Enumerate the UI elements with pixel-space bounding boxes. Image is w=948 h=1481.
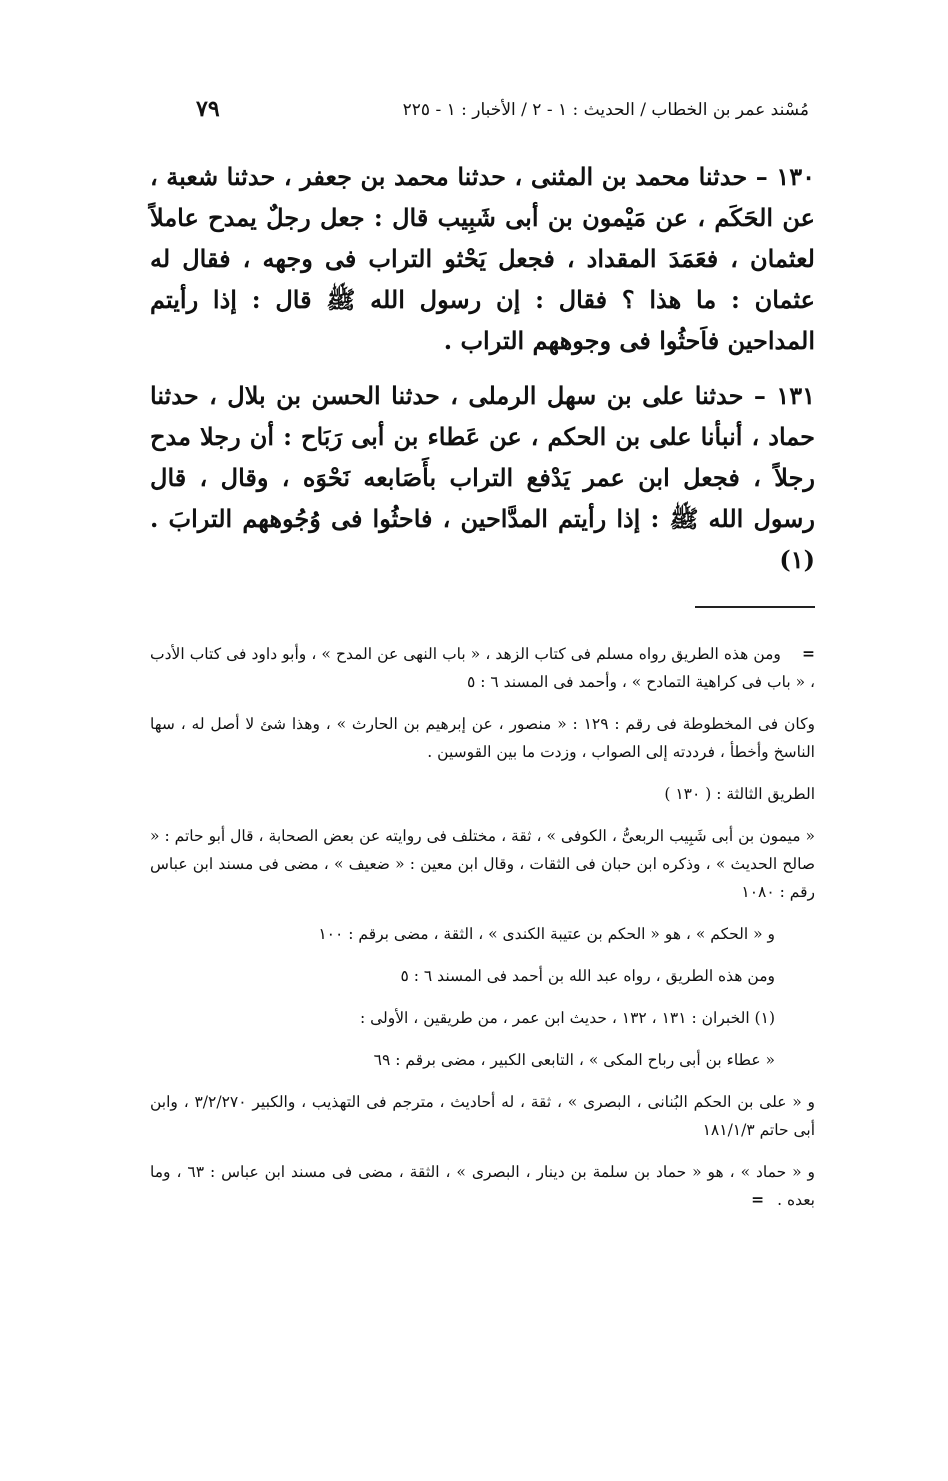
continuation-end-mark: = xyxy=(751,1190,765,1209)
footnote-paragraph: « عطاء بن أبى رباح المكى » ، التابعى الكبير ، مضى برقم : ٦٩ xyxy=(373,1051,775,1069)
page-number: ٧٩ xyxy=(196,96,220,122)
footnote-separator xyxy=(695,606,815,608)
footnote-paragraph xyxy=(150,1158,815,1214)
footnote-text: و « حماد » ، هو « حماد بن سلمة بن دينار ، البصرى » ، الثقة ، مضى فى مسند ابن عباس : ٦٣ ، وما بعده . xyxy=(150,1163,815,1209)
footnote-paragraph: و « الحكم » ، هو « الحكم بن عتيبة الكندى » ، الثقة ، مضى برقم : ١٠٠ xyxy=(318,925,775,943)
footnote-separator-wrap xyxy=(150,606,815,608)
footnote-paragraph: الطريق الثالثة : ( ١٣٠ ) xyxy=(664,785,815,803)
footnote-paragraph: و « على بن الحكم البُنانى ، البصرى » ، ثقة ، له أحاديث ، مترجم فى التهذيب ، والكبير ٣/٢/٢٧٠ ، وابن أبى حاتم ١٨١/١/٣ xyxy=(150,1093,815,1139)
footnote-paragraph: وكان فى المخطوطة فى رقم : ١٢٩ : « منصور ، عن إبرهيم بن الحارث » ، وهذا شئ لا أصل له ، سها الناسخ وأخطأ ، فرددته إلى الصواب ، وزدت ما بين القوسين . xyxy=(150,715,815,761)
footnote-text: ومن هذه الطريق رواه مسلم فى كتاب الزهد ، « باب النهى عن المدح » ، وأبو داود فى كتاب الأدب ، « باب فى كراهية التمادح » ، وأحمد فى المسند ٦ : ٥ xyxy=(150,645,815,691)
page-header xyxy=(150,90,815,134)
continuation-mark: = xyxy=(801,644,815,663)
hadith-131: ١٣١ – حدثنا على بن سهل الرملى ، حدثنا الحسن بن بلال ، حدثنا حماد ، أنبأنا على بن الحكم ، عن عَطاء بن أبى رَبَاح : أن رجلا مدح رجلاً ، فجعل ابن عمر يَدْفع التراب بأَصَابعه نَحْوَه ، وقال ، قال رسول الله ﷺ : إذا رأيتم المدَّاحين ، فاحثُوا فى وُجُوههم الترابَ . (١) xyxy=(150,381,816,574)
footnote-paragraph xyxy=(150,640,815,696)
footnote-paragraph: ومن هذه الطريق ، رواه عبد الله بن أحمد فى المسند ٦ : ٥ xyxy=(400,967,775,985)
hadith-130: ١٣٠ – حدثنا محمد بن المثنى ، حدثنا محمد بن جعفر ، حدثنا شعبة ، عن الحَكَم ، عن مَيْمون بن أبى شَبِيب قال : جعل رجلٌ يمدح عاملاً لعثمان ، فعَمَدَ المقداد ، فجعل يَحْثو التراب فى وجهه ، فقال له عثمان : ما هذا ؟ فقال : إن رسول الله ﷺ قال : إذا رأيتم المداحين فاَحثُوا فى وجوههم التراب . xyxy=(150,162,815,355)
page xyxy=(150,90,815,1430)
running-title: مُسْند عمر بن الخطاب / الحديث : ١ - ٢ / الأخبار : ١ - ٢٢٥ xyxy=(402,100,809,120)
footnote-paragraph: « ميمون بن أبى شَبِيب الربعىُّ ، الكوفى » ، ثقة ، مختلف فى روايته عن بعض الصحابة ، قال أبو حاتم : « صالح الحديث » ، وذكره ابن حبان فى الثقات ، وقال ابن معين : « ضعيف » ، مضى فى مسند ابن عباس رقم : ١٠٨٠ xyxy=(150,827,815,901)
footnote-paragraph: (١) الخبران : ١٣١ ، ١٣٢ ، حديث ابن عمر ، من طريقين ، الأولى : xyxy=(359,1009,775,1027)
footnotes xyxy=(150,640,815,1214)
main-text xyxy=(150,156,815,580)
